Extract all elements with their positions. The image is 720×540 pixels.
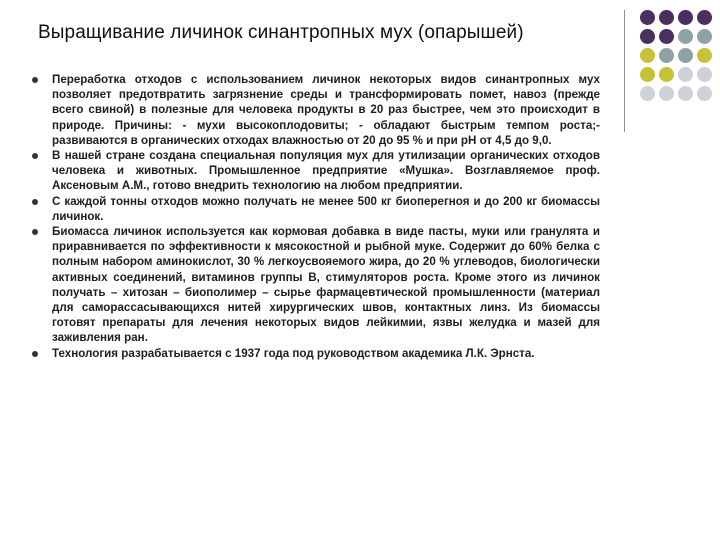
decorative-dot bbox=[640, 10, 655, 25]
decorative-dot bbox=[697, 86, 712, 101]
decorative-dot bbox=[659, 48, 674, 63]
decorative-dot bbox=[678, 29, 693, 44]
decorative-dot bbox=[697, 67, 712, 82]
bullet-item bbox=[30, 346, 600, 361]
bullet-text: С каждой тонны отходов можно получать не менее 500 кг биоперегноя и до 200 кг биомассы личинок. bbox=[52, 194, 600, 223]
decorative-dot bbox=[659, 10, 674, 25]
bullet-icon bbox=[32, 153, 38, 159]
decorative-dot bbox=[678, 10, 693, 25]
slide-title: Выращивание личинок синантропных мух (опарышей) bbox=[38, 22, 524, 43]
decorative-dot bbox=[659, 86, 674, 101]
bullet-item bbox=[30, 148, 600, 194]
bullet-icon bbox=[32, 351, 38, 357]
decorative-dot bbox=[678, 67, 693, 82]
decorative-dot bbox=[640, 48, 655, 63]
decorative-dot bbox=[640, 86, 655, 101]
decorative-dot bbox=[659, 29, 674, 44]
bullet-text: Переработка отходов с использованием личинок некоторых видов синантропных мух позволяет предотвратить загрязнение среды и трансформировать помет, навоз (прежде всего свиной) в полезные для человека продукты в 20 раз быстрее, чем это происходит в природе. Причины: - мухи высокоплодовиты; - обладают быстрым темпом роста;- развиваются в органических отходах влажностью от 20 до 95 % и при рН от 4,5 до 9,0. bbox=[52, 73, 600, 147]
bullet-icon bbox=[32, 77, 38, 83]
bullet-text: В нашей стране создана специальная популяция мух для утилизации органических отходов человека и животных. Промышленное предприятие «Мушка». Возглавляемое проф. Аксеновым А.М., готово внедрить технологию на любом предприятии. bbox=[52, 149, 600, 193]
bullet-text: Биомасса личинок используется как кормовая добавка в виде пасты, муки или гранулята и приравнивается по эффективности к мясокостной и рыбной муке. Содержит до 60% белка с полным набором аминокислот, 30 % легкоусвояемого жира, до 20 % углеводов, биологически активных соединений, витаминов группы В, стимуляторов роста. Кроме этого из личинок получать – хитозан – биополимер – сырье фармацевтической промышленности (материал для саморассасывающихся нитей хирургических швов, контактных линз. Из биомассы готовят препараты для лечения некоторых видов лейкимии, язвы желудка и мазей для заживления ран. bbox=[52, 225, 600, 345]
decorative-dot bbox=[697, 10, 712, 25]
bullet-list bbox=[30, 72, 600, 361]
decorative-dot bbox=[640, 29, 655, 44]
bullet-icon bbox=[32, 229, 38, 235]
decorative-dot bbox=[640, 67, 655, 82]
decorative-dot bbox=[697, 29, 712, 44]
bullet-item bbox=[30, 194, 600, 224]
decorative-dot bbox=[678, 86, 693, 101]
bullet-icon bbox=[32, 199, 38, 205]
decorative-dot bbox=[659, 67, 674, 82]
decorative-divider bbox=[624, 10, 625, 132]
decorative-dot bbox=[697, 48, 712, 63]
bullet-item bbox=[30, 72, 600, 148]
decorative-dot-grid bbox=[640, 10, 713, 102]
bullet-text: Технология разрабатывается с 1937 года под руководством академика Л.К. Эрнста. bbox=[52, 346, 535, 360]
decorative-dot bbox=[678, 48, 693, 63]
bullet-item bbox=[30, 224, 600, 346]
